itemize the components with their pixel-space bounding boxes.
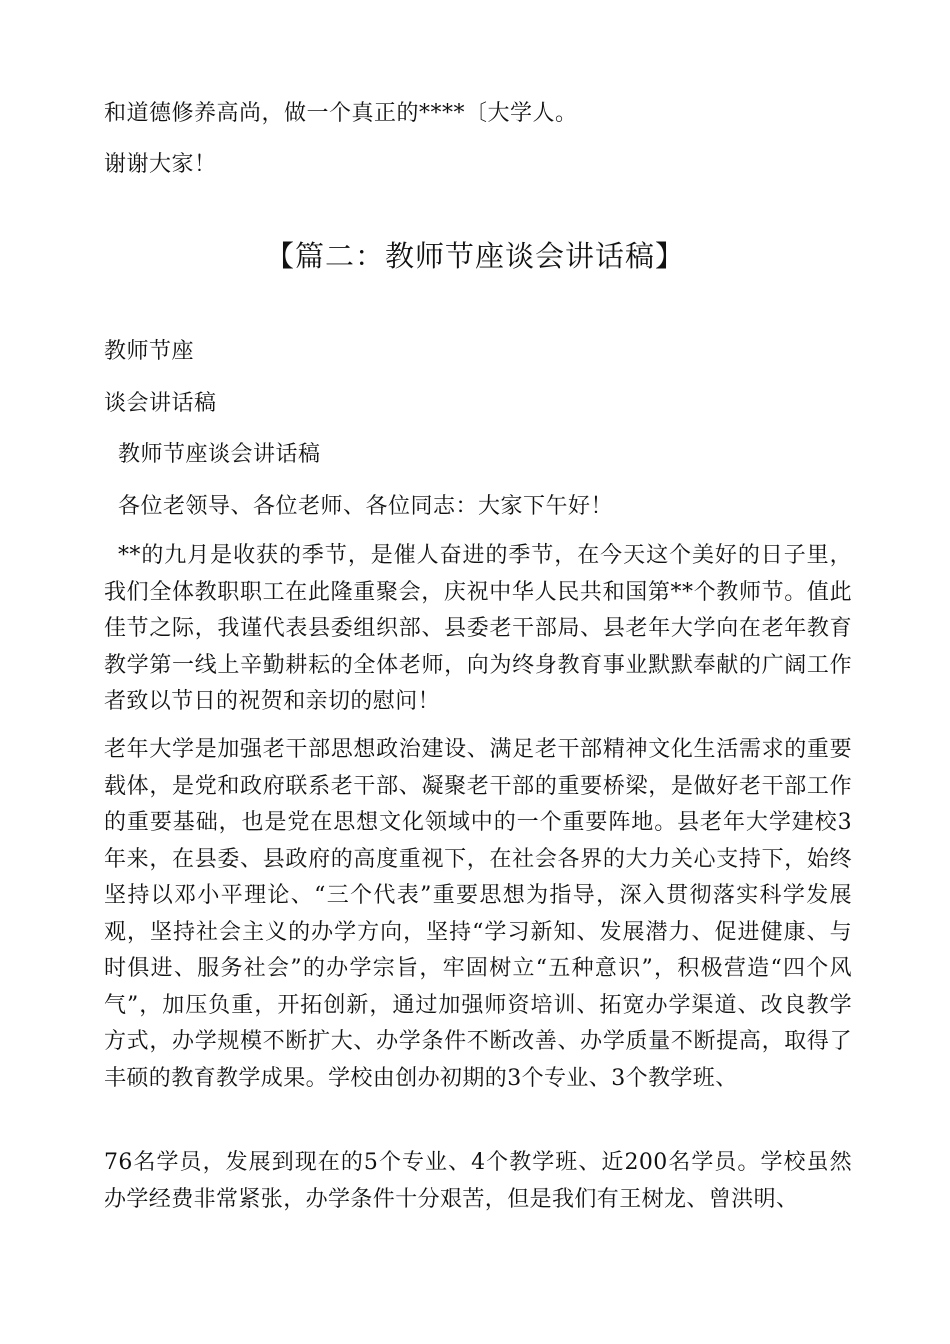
text-line-thanks: 谢谢大家！: [104, 152, 217, 177]
paragraph-3: 76名学员，发展到现在的5个专业、4个教学班、近200名学员。学校虽然办学经费非常紧张，办学条件十分艰苦，但是我们有王树龙、曾洪明、: [104, 1150, 852, 1212]
text-line-closing: 和道德修养高尚，做一个真正的****〔大学人。: [104, 101, 578, 126]
greeting-line: 各位老领导、各位老师、各位同志：大家下午好！: [118, 494, 614, 519]
speech-title: 教师节座谈会讲话稿: [118, 442, 321, 467]
paragraph-1: **的九月是收获的季节，是催人奋进的季节，在今天这个美好的日子里，我们全体教职职工在此隆重聚会，庆祝中华人民共和国第**个教师节。值此佳节之际，我谨代表县委组织部、县委老干部局、县老年大学向在老年教育教学第一线上辛勤耕耘的全体老师，向为终身教育事业默默奉献的广阔工作者致以节日的祝贺和亲切的慰问！: [104, 543, 852, 714]
text-line-title-part1: 教师节座: [104, 339, 195, 364]
section-heading: 【篇二：教师节座谈会讲话稿】: [264, 239, 685, 273]
text-line-title-part2: 谈会讲话稿: [104, 391, 217, 416]
paragraph-2: 老年大学是加强老干部思想政治建设、满足老干部精神文化生活需求的重要载体，是党和政府联系老干部、凝聚老干部的重要桥梁，是做好老干部工作的重要基础，也是党在思想文化领域中的一个重要阵地。县老年大学建校3年来，在县委、县政府的高度重视下，在社会各界的大力关心支持下，始终坚持以邓小平理论、“三个代表”重要思想为指导，深入贯彻落实科学发展观，坚持社会主义的办学方向，坚持“学习新知、发展潜力、促进健康、与时俱进、服务社会”的办学宗旨，牢固树立“五种意识”，积极营造“四个风气”，加压负重，开拓创新，通过加强师资培训、拓宽办学渠道、改良教学方式，办学规模不断扩大、办学条件不断改善、办学质量不断提高，取得了丰硕的教育教学成果。学校由创办初期的3个专业、3个教学班、: [104, 737, 852, 1091]
